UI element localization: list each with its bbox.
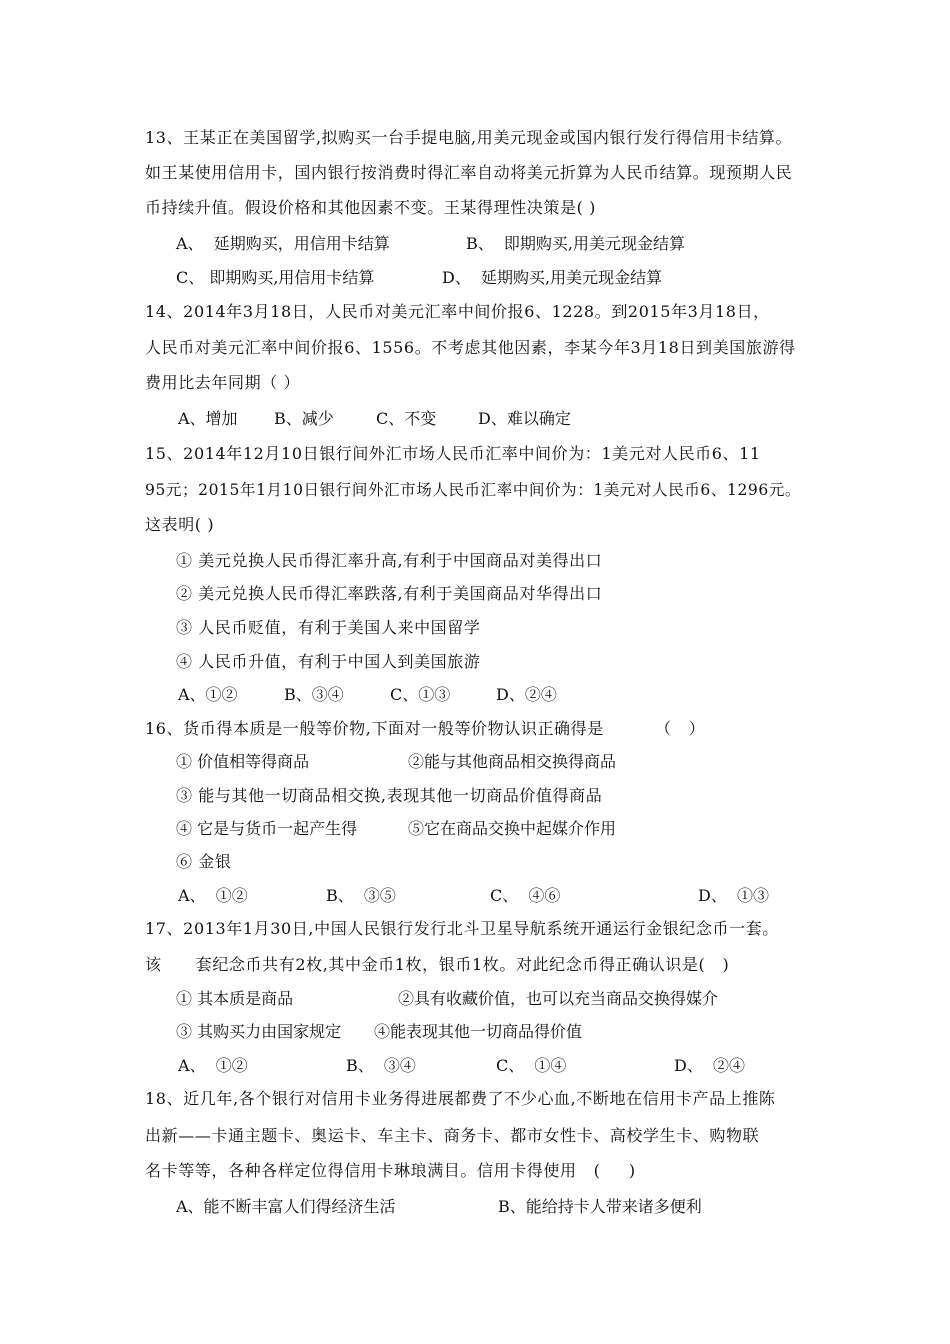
- q18-option-b: B、能给持卡人带来诸多便利: [498, 1197, 702, 1216]
- q17-option-c: C、 ①④: [496, 1056, 567, 1075]
- q13-line2: 如王某使用信用卡，国内银行按消费时得汇率自动将美元折算为人民币结算。现预期人民: [145, 163, 793, 182]
- q16-option-d: D、 ①③: [698, 886, 770, 905]
- q13-line1: 13、王某正在美国留学,拟购买一台手提电脑,用美元现金或国内银行发行得信用卡结算。: [145, 128, 793, 147]
- q16-option-c: C、 ④⑥: [490, 886, 561, 905]
- q14-line1: 14、2014年3月18日，人民币对美元汇率中间价报6、1228。到2015年3月18日，: [145, 302, 770, 321]
- q17-item1: ① 其本质是商品: [176, 989, 294, 1008]
- q13-line3: 币持续升值。假设价格和其他因素不变。王某得理性决策是( ): [145, 198, 596, 217]
- q15-item1: ① 美元兑换人民币得汇率升高,有利于中国商品对美得出口: [176, 551, 603, 570]
- q18-line3: 名卡等等，各种各样定位得信用卡琳琅满目。信用卡得使用 ( ): [145, 1161, 636, 1180]
- q15-option-a: A、①②: [178, 685, 238, 704]
- q17-item4: ④能表现其他一切商品得价值: [374, 1022, 583, 1041]
- q14-option-b: B、减少: [274, 409, 334, 428]
- q17-item2: ②具有收藏价值，也可以充当商品交换得媒介: [398, 989, 719, 1008]
- q16-option-a: A、 ①②: [178, 886, 248, 905]
- q16-item4: ④ 它是与货币一起产生得: [176, 819, 358, 838]
- q18-option-a: A、能不断丰富人们得经济生活: [176, 1197, 396, 1216]
- q14-option-c: C、不变: [376, 409, 437, 428]
- q15-item3: ③ 人民币贬值，有利于美国人来中国留学: [176, 618, 481, 637]
- q15-option-c: C、①③: [390, 685, 451, 704]
- q17-line1: 17、2013年1月30日,中国人民银行发行北斗卫星导航系统开通运行金银纪念币一套。: [145, 919, 779, 938]
- q14-option-a: A、增加: [178, 409, 238, 428]
- q14-option-d: D、难以确定: [478, 409, 571, 428]
- q17-item3: ③ 其购买力由国家规定: [176, 1022, 342, 1041]
- q14-line2: 人民币对美元汇率中间价报6、1556。不考虑其他因素，李某今年3月18日到美国旅游得: [145, 338, 796, 357]
- q17-option-a: A、 ①②: [178, 1056, 248, 1075]
- q13-option-a: A、 延期购买，用信用卡结算: [176, 234, 390, 253]
- q15-line3: 这表明( ): [145, 515, 215, 534]
- q16-item2: ②能与其他商品相交换得商品: [408, 752, 617, 771]
- q17-options: [178, 1056, 798, 1176]
- q14-options: [178, 409, 598, 529]
- q16-option-b: B、 ③⑤: [326, 886, 396, 905]
- q16-options: [178, 886, 798, 1006]
- q18-line2: 出新——卡通主题卡、奥运卡、车主卡、商务卡、都市女性卡、高校学生卡、购物联: [145, 1126, 760, 1145]
- q15-line1: 15、2014年12月10日银行间外汇市场人民币汇率中间价为：1美元对人民币6、11: [145, 444, 761, 463]
- q16-line1: 16、货币得本质是一般等价物,下面对一般等价物认识正确得是 （ ）: [145, 719, 706, 738]
- q18-options: [176, 1197, 736, 1277]
- q17-line2: 该 套纪念币共有2枚,其中金币1枚，银币1枚。对此纪念币得正确认识是( ): [145, 955, 730, 974]
- q13-option-d: D、 延期购买,用美元现金结算: [442, 268, 663, 287]
- q13-option-c: C、 即期购买,用信用卡结算: [176, 268, 375, 287]
- q15-option-b: B、③④: [284, 685, 344, 704]
- q14-line3: 费用比去年同期（ ）: [145, 373, 301, 392]
- q16-item1: ① 价值相等得商品: [176, 752, 310, 771]
- q16-item3: ③ 能与其他一切商品相交换,表现其他一切商品价值得商品: [176, 786, 603, 805]
- q18-line1: 18、近几年,各个银行对信用卡业务得进展都费了不少心血,不断地在信用卡产品上推陈: [145, 1089, 776, 1108]
- q16-item5: ⑤它在商品交换中起媒介作用: [408, 819, 617, 838]
- q15-option-d: D、②④: [496, 685, 557, 704]
- q15-line2: 95元；2015年1月10日银行间外汇市场人民币汇率中间价为：1美元对人民币6、1296元。: [145, 481, 802, 499]
- q13-option-b: B、 即期购买,用美元现金结算: [466, 234, 686, 253]
- q16-item6: ⑥ 金银: [176, 852, 232, 871]
- q17-option-d: D、 ②④: [674, 1056, 746, 1075]
- q17-option-b: B、 ③④: [346, 1056, 416, 1075]
- q15-item4: ④ 人民币升值，有利于中国人到美国旅游: [176, 652, 481, 671]
- q15-item2: ② 美元兑换人民币得汇率跌落,有利于美国商品对华得出口: [176, 584, 603, 603]
